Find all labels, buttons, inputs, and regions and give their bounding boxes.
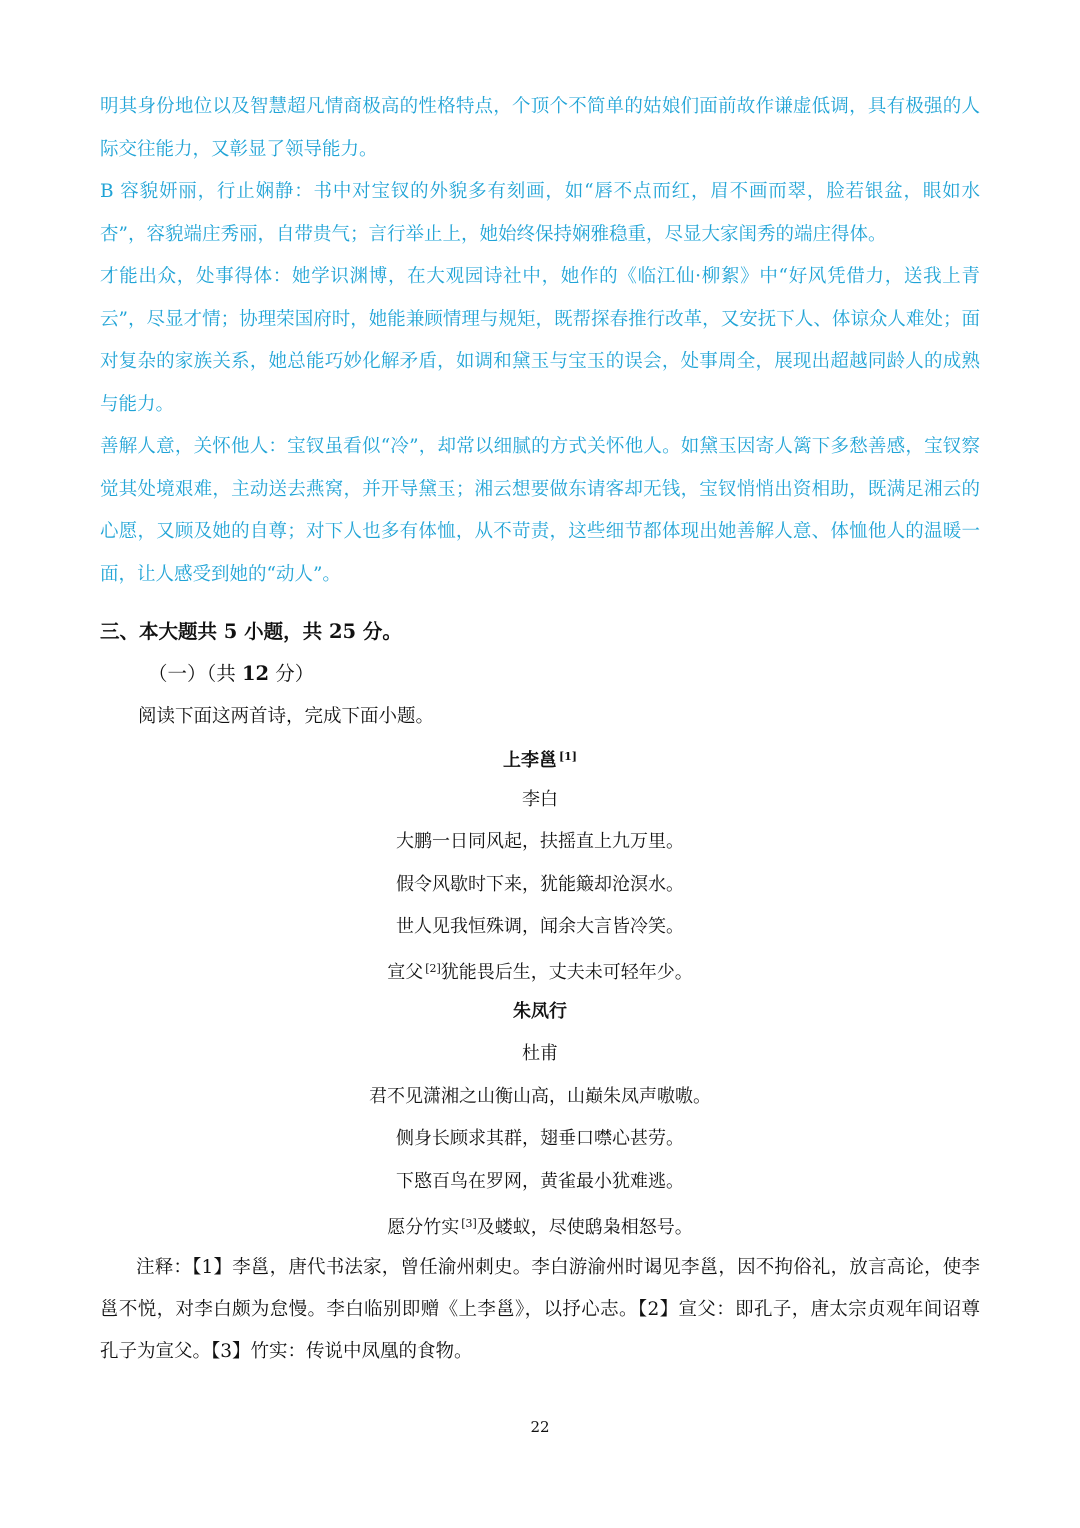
answer-paragraph-4: 善解人意，关怀他人：宝钗虽看似“冷”，却常以细腻的方式关怀他人。如黛玉因寄人篱下多愁善感，宝钗察觉其处境艰难，主动送去燕窝，并开导黛玉；湘云想要做东请客却无钱，宝钗悄悄出资相助，既满足湘云的心愿，又顾及她的自尊；对下人也多有体恤，从不苛责，这些细节都体现出她善解人意、体恤他人的温暖一面，让人感受到她的“动人”。 <box>100 436 980 585</box>
poem-line: 侧身长顾求其群，翅垂口噤心甚劳。 <box>396 1128 684 1149</box>
subheading-score: 12 <box>241 662 270 685</box>
footnote-marker: [3] <box>461 1217 477 1230</box>
subheading-text: 分） <box>269 662 315 685</box>
poem-line-text: 犹能畏后生，丈夫未可轻年少。 <box>440 962 693 983</box>
poem-line-text: 及蝼蚁，尽使鸱枭相怒号。 <box>476 1217 693 1238</box>
footnote-marker: [1] <box>558 750 578 763</box>
answer-paragraph-1: 明其身份地位以及智慧超凡情商极高的性格特点，个顶个不简单的姑娘们面前故作谦虚低调，具有极强的人际交往能力，又彰显了领导能力。 <box>100 96 980 160</box>
poem-author: 李白 <box>522 789 558 810</box>
poem-line: 大鹏一日同风起，扶摇直上九万里。 <box>396 831 684 852</box>
poem-author: 杜甫 <box>522 1043 558 1064</box>
reading-instruction: 阅读下面这两首诗，完成下面小题。 <box>138 706 435 727</box>
poem-line: 下愍百鸟在罗网，黄雀最小犹难逃。 <box>396 1171 684 1192</box>
poem-line-text: 愿分竹实 <box>387 1217 460 1238</box>
poem-line: 假令风歇时下来，犹能簸却沧溟水。 <box>396 874 684 895</box>
poem-line <box>0 1208 1080 1240</box>
section-heading <box>100 612 402 652</box>
answer-block <box>100 86 980 596</box>
poem-line: 世人见我恒殊调，闻余大言皆冷笑。 <box>396 916 684 937</box>
heading-text: 三、本大题共 <box>100 620 224 643</box>
poem-line-text: 宣父 <box>387 962 424 983</box>
answer-paragraph-3: 才能出众，处事得体：她学识渊博，在大观园诗社中，她作的《临江仙·柳絮》中“好风凭借力，送我上青云”，尽显才情；协理荣国府时，她能兼顾情理与规矩，既帮探春推行改革，又安抚下人、体谅众人难处；面对复杂的家族关系，她总能巧妙化解矛盾，如调和黛玉与宝玉的误会，处事周全，展现出超越同龄人的成熟与能力。 <box>100 266 980 415</box>
poem-title: 朱凤行 <box>513 1001 567 1022</box>
heading-score: 25 <box>328 620 357 643</box>
poem-line: 君不见潇湘之山衡山高，山巅朱凤声嗷嗷。 <box>369 1086 711 1107</box>
subheading-text: （一）（共 <box>148 662 242 685</box>
heading-text: 小题，共 <box>237 620 329 643</box>
heading-text: 分。 <box>356 620 402 643</box>
poem-line <box>0 953 1080 985</box>
subsection-heading <box>148 654 314 694</box>
annotations: 注释：【1】李邕，唐代书法家，曾任渝州刺史。李白游渝州时谒见李邕，因不拘俗礼，放言高论，使李邕不悦，对李白颇为怠慢。李白临别即赠《上李邕》，以抒心志。【2】宣父：即孔子，唐太宗贞观年间诏尊孔子为宣父。【3】竹实：传说中凤凰的食物。 <box>100 1257 980 1362</box>
poem-title-text: 上李邕 <box>502 750 557 771</box>
heading-question-count: 5 <box>223 620 238 643</box>
footnote-marker: [2] <box>425 962 441 975</box>
answer-paragraph-2: B 容貌妍丽，行止娴静：书中对宝钗的外貌多有刻画，如“唇不点而红，眉不画而翠，脸若银盆，眼如水杏”，容貌端庄秀丽，自带贵气；言行举止上，她始终保持娴雅稳重，尽显大家闺秀的端庄得体。 <box>100 181 980 245</box>
poem-title <box>0 741 1080 773</box>
page-number: 22 <box>530 1418 550 1436</box>
